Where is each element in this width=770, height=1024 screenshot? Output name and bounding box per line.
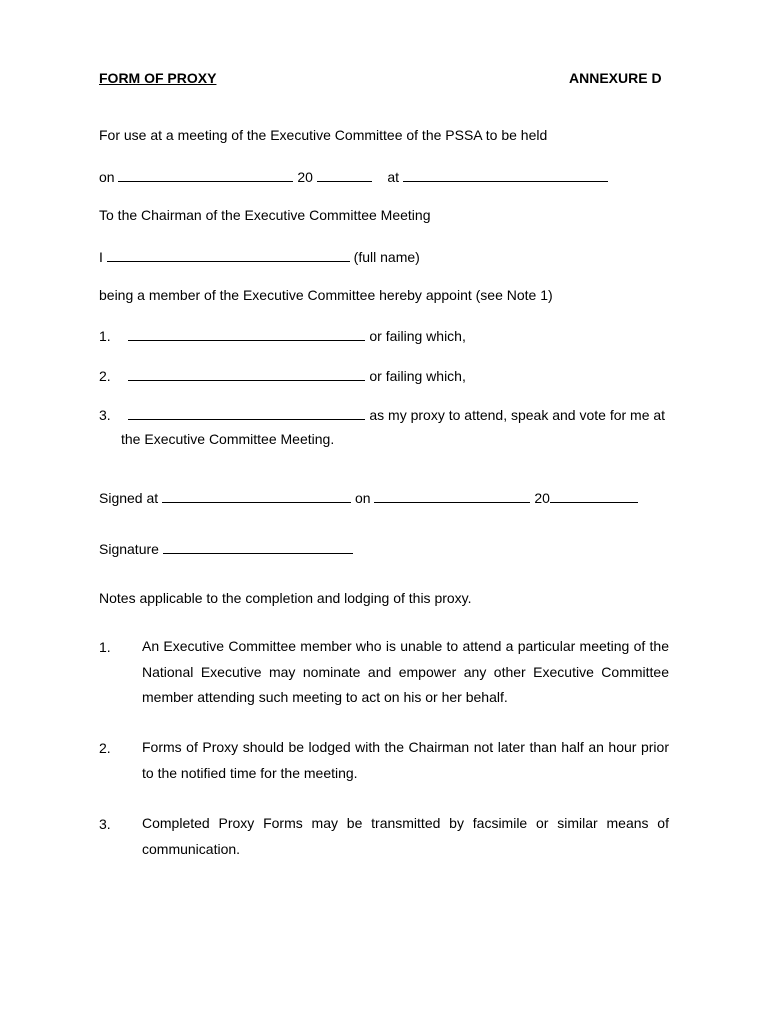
note-number: 2. [99,740,111,756]
note-item [99,811,671,866]
appointee-row [99,367,466,383]
signature-label: Signature [99,541,159,557]
note-text: Completed Proxy Forms may be transmitted by facsimile or similar means of communication. [142,815,669,857]
appointee-suffix: as my proxy to attend, speak and vote for me at [369,407,666,423]
appointee-suffix: or failing which, [369,328,466,344]
meeting-date-field[interactable] [118,168,293,182]
i-label: I [99,249,103,265]
signed-year-prefix: 20 [534,490,550,506]
signed-at-line [99,489,638,505]
meeting-date-line [99,168,608,184]
note-item [99,634,671,714]
appointee-number: 3. [99,407,111,423]
full-name-label: (full name) [353,249,420,265]
note-item [99,735,671,790]
appointee-2-field[interactable] [128,367,365,381]
note-number: 1. [99,639,111,655]
use-text: For use at a meeting of the Executive Committee of the PSSA to be held [99,127,548,143]
year-prefix: 20 [297,169,313,185]
appointee-3-field[interactable] [128,406,365,420]
appointee-number: 2. [99,368,111,384]
notes-heading: Notes applicable to the completion and lodging of this proxy. [99,590,472,606]
signed-at-label: Signed at [99,490,159,506]
note-number: 3. [99,816,111,832]
full-name-field[interactable] [107,248,350,262]
signed-year-field[interactable] [550,489,638,503]
signed-on-label: on [354,490,371,506]
appointee-suffix: or failing which, [369,368,466,384]
appointee-row [99,327,466,343]
signature-line [99,540,353,556]
appointee-1-field[interactable] [128,327,365,341]
note-text: Forms of Proxy should be lodged with the Chairman not later than half an hour prior to the notified time for the meeting. [142,739,669,781]
note-text: An Executive Committee member who is unable to attend a particular meeting of the National Executive may nominate and empower any other Executive Committee member attending such meeting to act on his or her behalf. [142,638,669,705]
appointee-continuation: the Executive Committee Meeting. [121,431,335,447]
meeting-venue-field[interactable] [403,168,608,182]
to-chairman-text: To the Chairman of the Executive Committee Meeting [99,207,431,223]
meeting-year-field[interactable] [317,168,372,182]
member-text: being a member of the Executive Committee hereby appoint (see Note 1) [99,287,553,303]
full-name-line [99,248,420,264]
appointee-row [99,406,665,422]
annexure-label: ANNEXURE D [569,70,662,86]
form-title: FORM OF PROXY [99,70,217,86]
appointee-number: 1. [99,328,111,344]
on-label: on [99,169,115,185]
at-label: at [387,169,400,185]
signed-at-field[interactable] [162,489,351,503]
signature-field[interactable] [163,540,353,554]
signed-date-field[interactable] [374,489,530,503]
